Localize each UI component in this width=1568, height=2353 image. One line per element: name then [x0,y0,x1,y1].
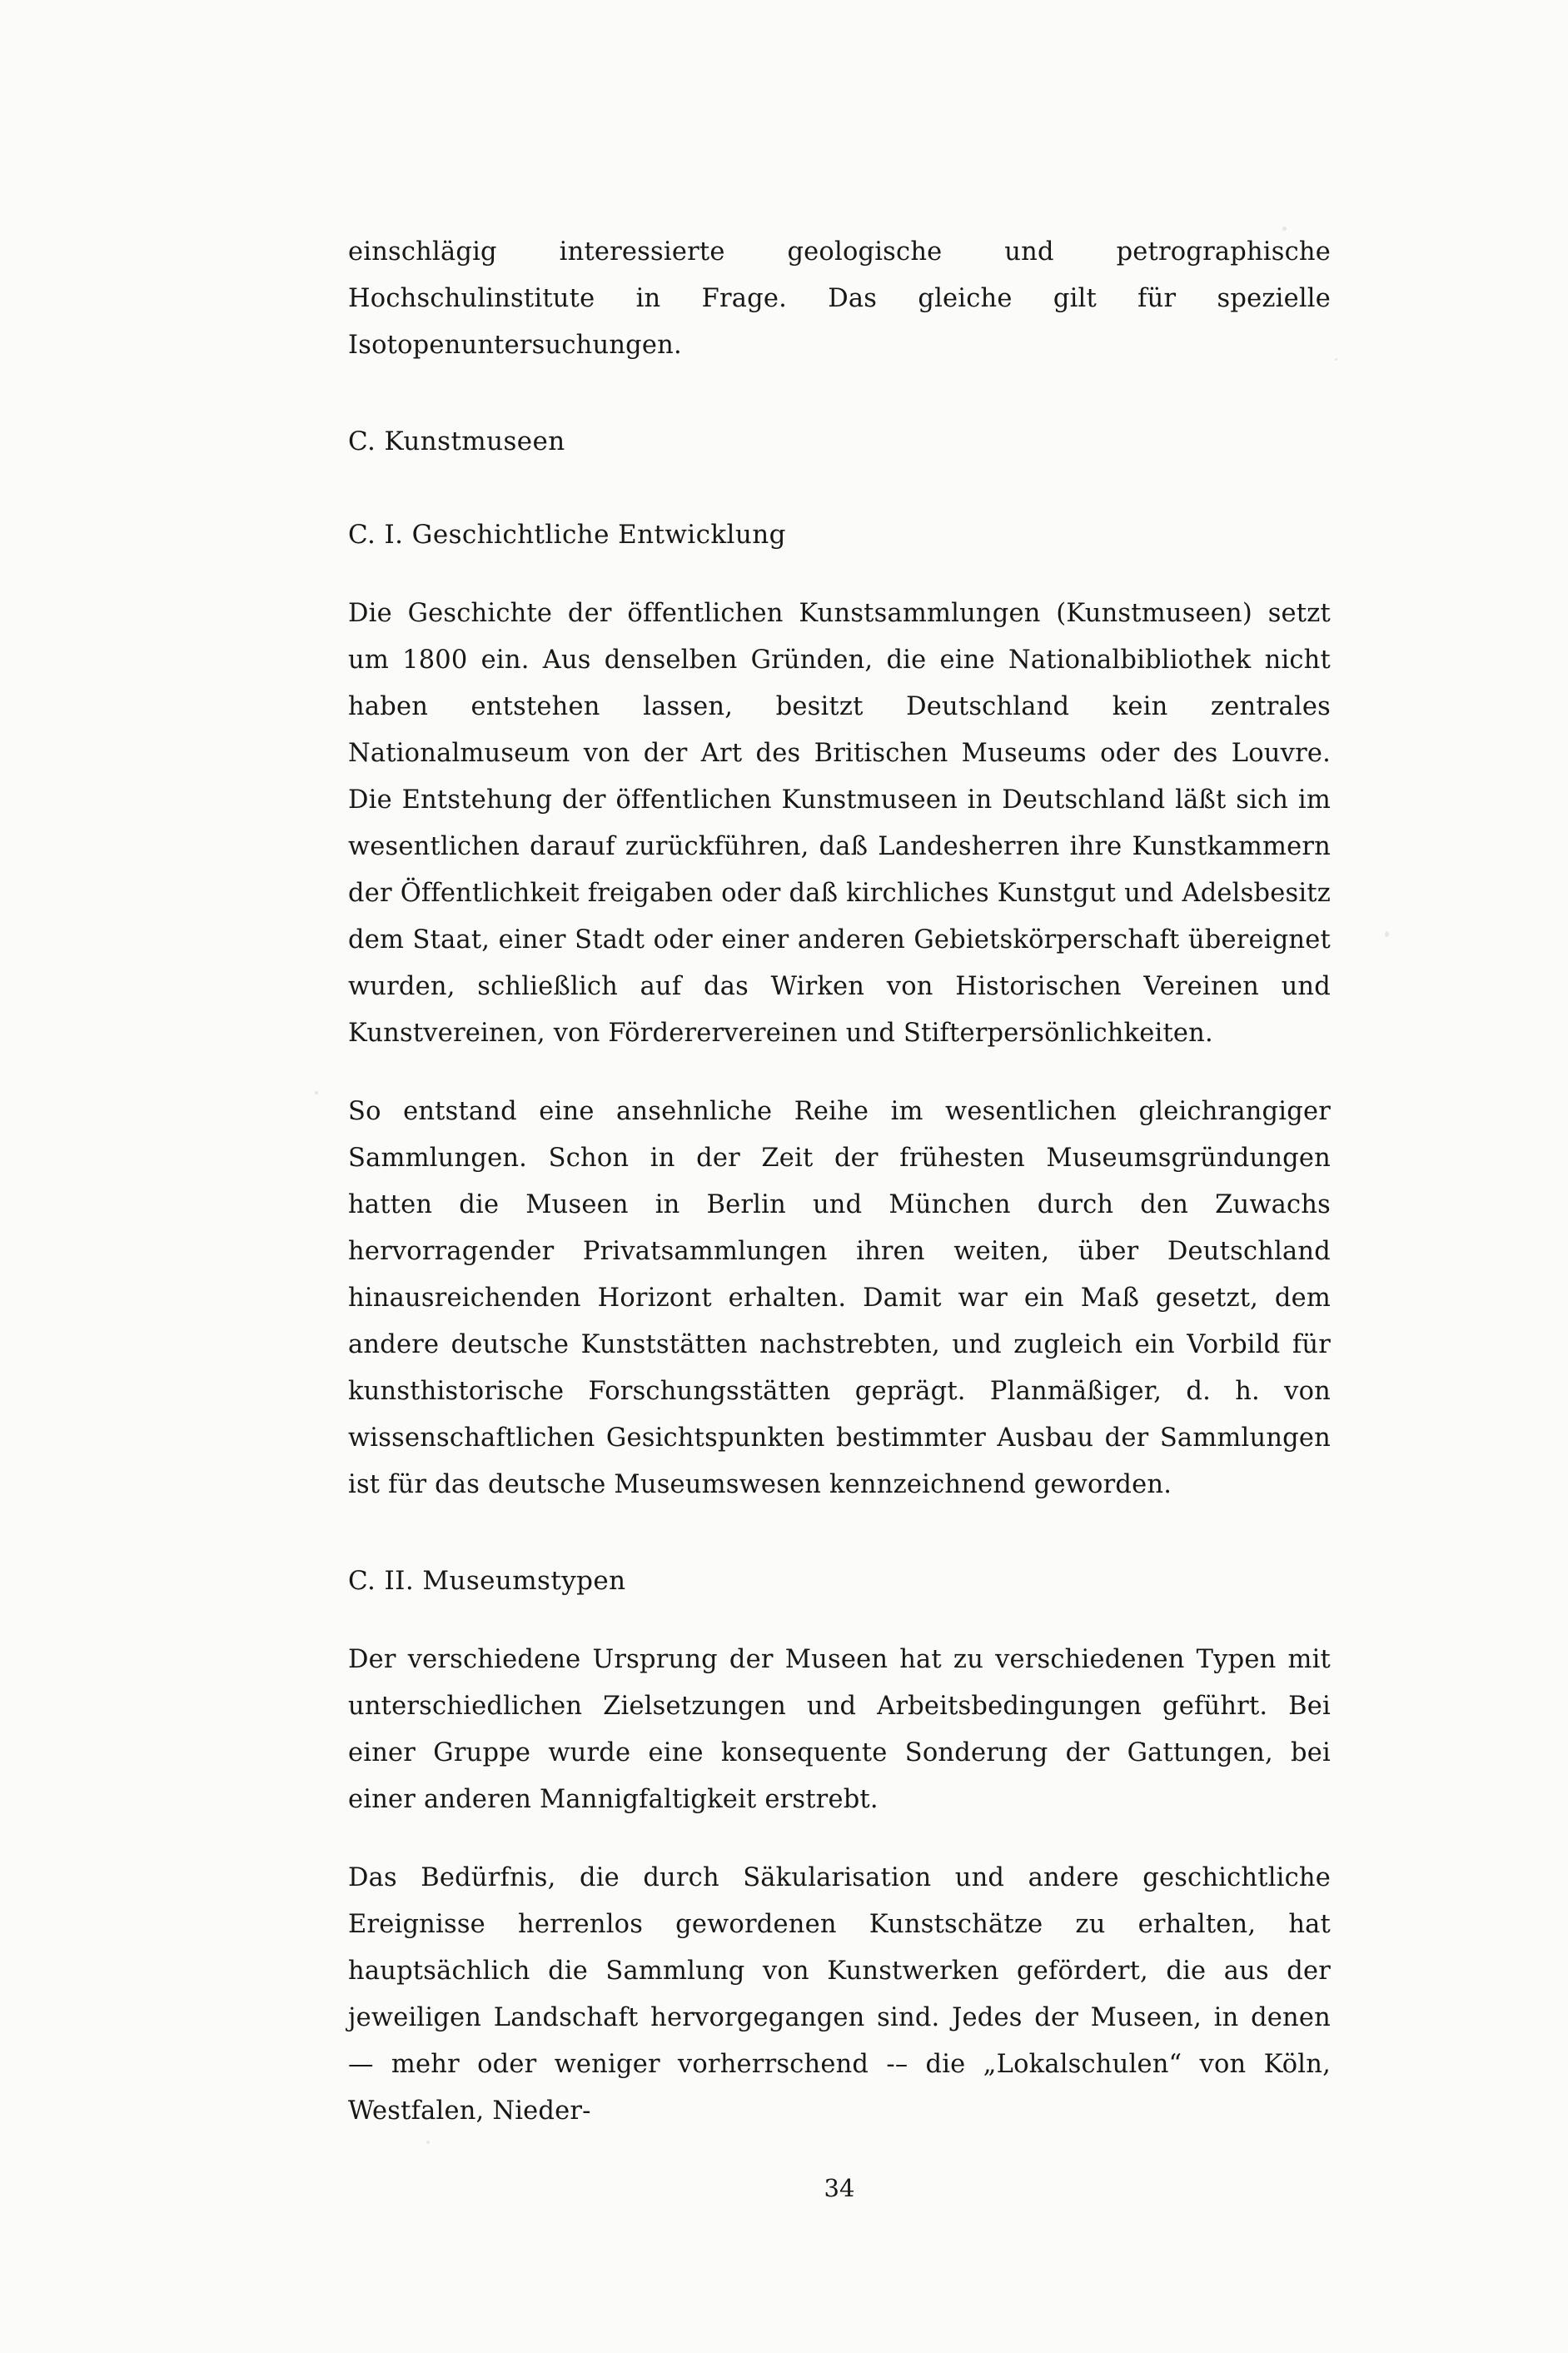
spacer [348,1602,1331,1637]
page-number: 34 [824,2174,855,2202]
paper-speck [1335,358,1337,361]
spacer [348,1057,1331,1089]
spacer [348,369,1331,421]
paper-speck [315,1091,318,1094]
paragraph-beduerfnis: Das Bedürfnis, die durch Säkularisation und andere geschichtliche Ereignisse herrenlos gewordenen Kunstschätze zu erhalten, hat hauptsächlich die Sammlung von Kunstwerken gefördert, die aus der jeweiligen Landschaft hervorgegangen sind. Jedes der Museen, in denen — mehr oder weniger vorherrschend -– die „Lokalschulen“ von Köln, Westfalen, Nieder- [348,1863,1331,2126]
paper-speck [1385,931,1389,937]
spacer [348,1823,1331,1855]
paragraph-geschichte: Die Geschichte der öffentlichen Kunstsammlungen (Kunstmuseen) setzt um 1800 ein. Aus denselben Gründen, die eine Nationalbibliothek nicht haben entstehen lassen, besitzt Deutschland kein zentrales Nationalmuseum von der Art des Britischen Museums oder des Louvre. Die Entstehung der öffentlichen Kunstmuseen in Deutschland läßt sich im wesentlichen darauf zurückführen, daß Landesherren ihre Kunstkammern der Öffentlichkeit freigaben oder daß kirchliches Kunstgut und Adelsbesitz dem Staat, einer Stadt oder einer anderen Gebietskörperschaft übereignet wurden, schließlich auf das Wirken von Historischen Vereinen und Kunstvereinen, von Förderervereinen und Stifterpersönlichkeiten. [348,599,1331,1048]
spacer [348,556,1331,591]
heading-c-kunstmuseen: C. Kunstmuseen [348,426,565,456]
paragraph-sammlungen: So entstand eine ansehnliche Reihe im wesentlichen gleichrangiger Sammlungen. Schon in der Zeit der frühesten Museumsgründungen hatten die Museen in Berlin und München durch den Zuwachs hervorragender Privatsammlungen ihren weiten, über Deutschland hinausreichenden Horizont erhalten. Damit war ein Maß gesetzt, dem andere deutsche Kunststätten nachstrebten, und zugleich ein Vorbild für kunsthistorische Forschungsstätten geprägt. Planmäßiger, d. h. von wissenschaftlichen Gesichtspunkten bestimmter Ausbau der Sammlungen ist für das deutsche Museumswesen kennzeichnend geworden. [348,1097,1331,1499]
heading-c-i-geschichtliche-entwicklung: C. I. Geschichtliche Entwicklung [348,520,786,550]
paragraph-intro: einschlägig interessierte geologische und petrographische Hochschulinstitute in Frage. Das gleiche gilt für spezielle Isotopenuntersuchungen. [348,237,1331,360]
spacer [348,1508,1331,1560]
heading-c-ii-museumstypen: C. II. Museumstypen [348,1566,626,1596]
spacer [348,462,1331,514]
paragraph-ursprung: Der verschiedene Ursprung der Museen hat zu verschiedenen Typen mit unterschiedlichen Zielsetzungen und Arbeitsbedingungen geführt. Bei einer Gruppe wurde eine konsequente Sonderung der Gattungen, bei einer anderen Mannigfaltigkeit erstrebt. [348,1645,1331,1814]
paper-speck [426,2141,430,2144]
page-content [348,229,1331,2202]
